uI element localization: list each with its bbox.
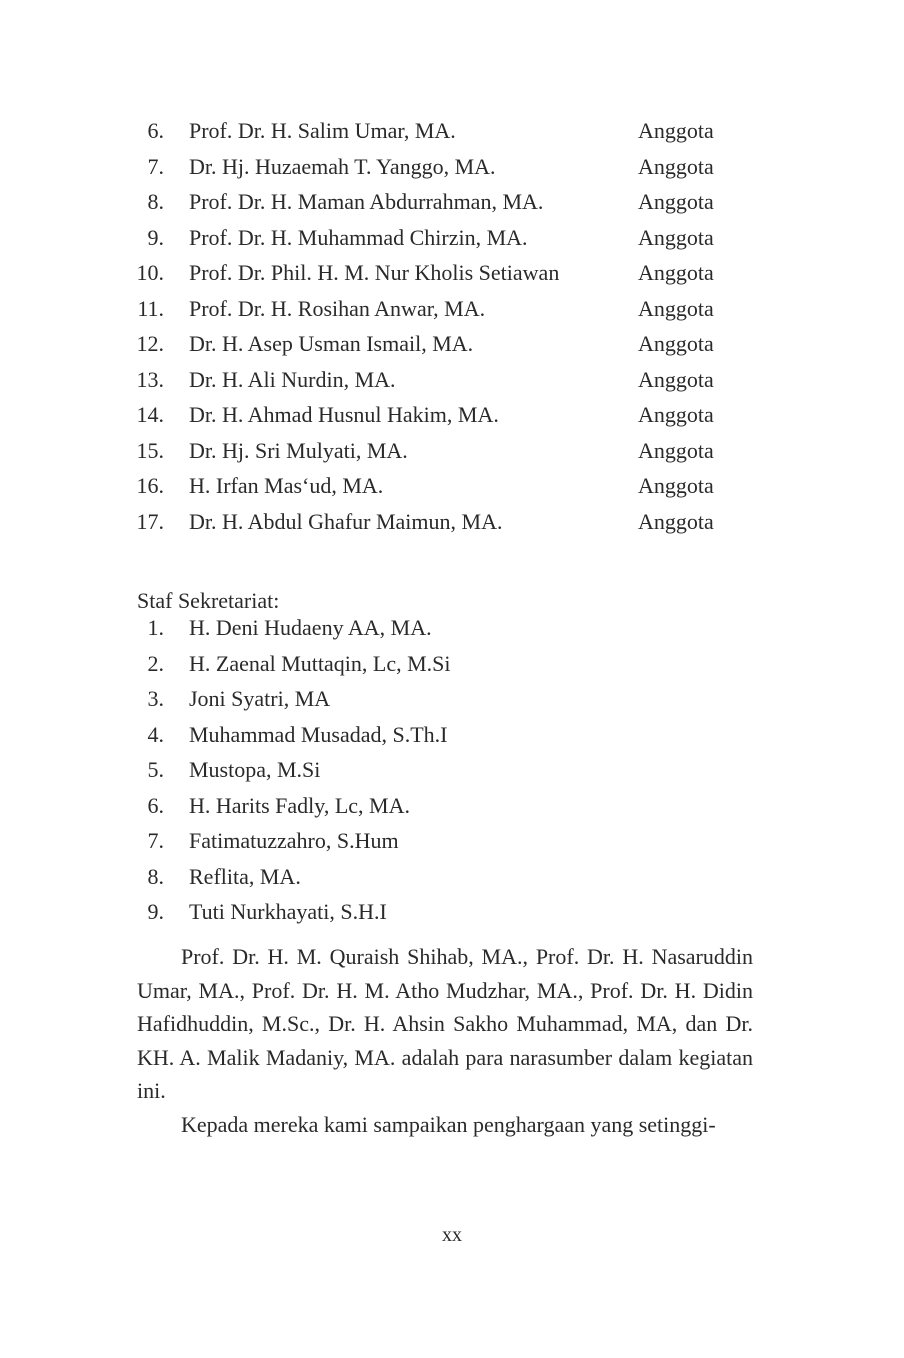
secretariat-row — [0, 788, 904, 823]
member-role: Anggota — [638, 437, 714, 463]
row-number: 13. — [136, 366, 164, 392]
row-number: 7. — [147, 153, 164, 179]
row-number: 4. — [147, 721, 164, 747]
member-role: Anggota — [638, 153, 714, 179]
member-role: Anggota — [638, 402, 714, 427]
committee-row — [0, 113, 904, 148]
committee-row — [0, 291, 904, 326]
committee-row — [0, 255, 904, 290]
row-number: 6. — [147, 792, 164, 818]
row-number: 6. — [147, 118, 164, 143]
committee-row — [0, 468, 904, 503]
row-number: 14. — [136, 402, 164, 427]
row-number: 8. — [147, 863, 164, 889]
row-number: 9. — [147, 224, 164, 250]
member-role: Anggota — [638, 189, 714, 214]
member-name: Prof. Dr. H. Salim Umar, MA. — [189, 118, 456, 143]
committee-row — [0, 326, 904, 361]
row-number: 9. — [147, 899, 164, 924]
secretariat-row — [0, 859, 904, 894]
secretariat-row — [0, 681, 904, 716]
member-name: Dr. H. Ali Nurdin, MA. — [189, 366, 396, 392]
staff-name: Muhammad Musadad, S.Th.I — [189, 721, 448, 747]
narasumber-paragraph: Prof. Dr. H. M. Quraish Shihab, MA., Prof. Dr. H. Nasaruddin Umar, MA., Prof. Dr. H. M. Atho Mudzhar, MA., Prof. Dr. H. Didin Hafidhuddin, M.Sc., Dr. H. Ahsin Sakho Muhammad, MA, dan Dr. KH. A. Malik Madaniy, MA. adalah para narasumber dalam kegiatan ini. — [137, 944, 753, 1103]
committee-row — [0, 504, 904, 539]
committee-row — [0, 362, 904, 397]
row-number: 1. — [147, 615, 164, 640]
secretariat-row — [0, 894, 904, 929]
member-name: Dr. Hj. Sri Mulyati, MA. — [189, 437, 408, 463]
member-name: Dr. H. Asep Usman Ismail, MA. — [189, 331, 474, 356]
staff-name: Joni Syatri, MA — [189, 686, 331, 711]
staff-name: Mustopa, M.Si — [189, 757, 321, 782]
member-role: Anggota — [638, 295, 714, 321]
row-number: 3. — [147, 686, 164, 711]
member-name: Prof. Dr. H. Muhammad Chirzin, MA. — [189, 224, 528, 250]
staff-name: Tuti Nurkhayati, S.H.I — [189, 899, 387, 924]
member-name: Dr. Hj. Huzaemah T. Yanggo, MA. — [189, 153, 496, 179]
staff-name: H. Deni Hudaeny AA, MA. — [189, 615, 432, 640]
secretariat-row — [0, 646, 904, 681]
row-number: 11. — [137, 295, 164, 321]
staff-name: Fatimatuzzahro, S.Hum — [189, 828, 399, 853]
row-number: 5. — [147, 757, 164, 782]
staff-name: H. Harits Fadly, Lc, MA. — [189, 792, 410, 818]
member-name: Prof. Dr. Phil. H. M. Nur Kholis Setiawan — [189, 260, 560, 285]
staff-name: H. Zaenal Muttaqin, Lc, M.Si — [189, 650, 451, 676]
row-number: 16. — [136, 473, 164, 498]
member-role: Anggota — [638, 508, 714, 534]
committee-row — [0, 149, 904, 184]
row-number: 8. — [147, 189, 164, 214]
row-number: 15. — [136, 437, 164, 463]
row-number: 12. — [136, 331, 164, 356]
acknowledgement-paragraph: Kepada mereka kami sampaikan penghargaan yang setinggi- — [181, 1112, 716, 1137]
row-number: 7. — [147, 828, 164, 853]
member-role: Anggota — [638, 260, 714, 285]
member-name: Prof. Dr. H. Rosihan Anwar, MA. — [189, 295, 486, 321]
row-number: 17. — [136, 508, 164, 534]
secretariat-row — [0, 717, 904, 752]
member-role: Anggota — [638, 473, 714, 498]
committee-row — [0, 220, 904, 255]
committee-row — [0, 184, 904, 219]
member-name: Prof. Dr. H. Maman Abdurrahman, MA. — [189, 189, 544, 214]
secretariat-row — [0, 610, 904, 645]
member-name: Dr. H. Ahmad Husnul Hakim, MA. — [189, 402, 499, 427]
secretariat-row — [0, 823, 904, 858]
page-number: xx — [442, 1224, 462, 1246]
row-number: 2. — [147, 650, 164, 676]
member-role: Anggota — [638, 224, 714, 250]
staff-name: Reflita, MA. — [189, 863, 301, 889]
committee-row — [0, 433, 904, 468]
member-role: Anggota — [638, 118, 714, 143]
member-name: H. Irfan Mas‘ud, MA. — [189, 473, 384, 498]
secretariat-row — [0, 752, 904, 787]
member-name: Dr. H. Abdul Ghafur Maimun, MA. — [189, 508, 503, 534]
committee-row — [0, 397, 904, 432]
row-number: 10. — [136, 260, 164, 285]
member-role: Anggota — [638, 366, 714, 392]
member-role: Anggota — [638, 331, 714, 356]
secretariat-heading: Staf Sekretariat: — [137, 588, 280, 613]
